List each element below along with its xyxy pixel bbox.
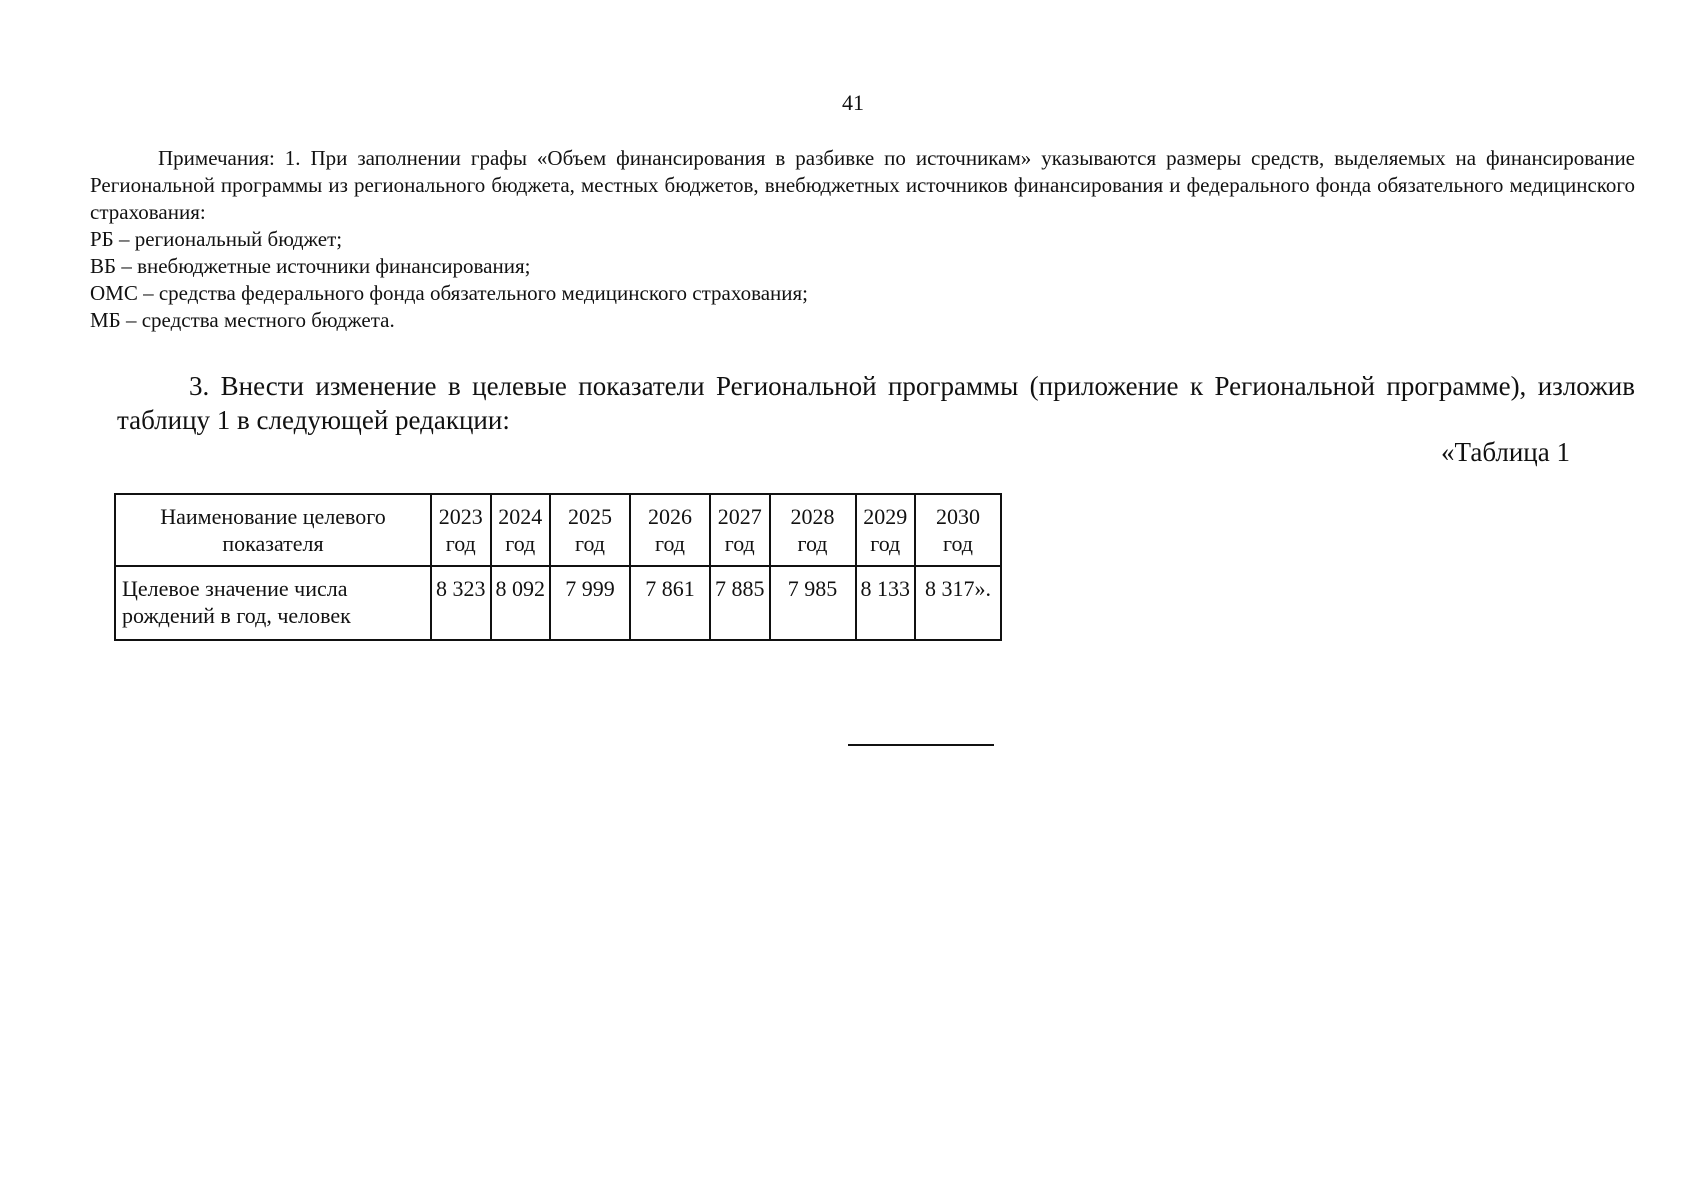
table-row bbox=[115, 566, 1001, 640]
header-year: 2026 bbox=[648, 504, 692, 529]
value-2025: 7 999 bbox=[550, 566, 630, 640]
end-of-document-rule bbox=[848, 744, 994, 746]
point-3-paragraph: 3. Внести изменение в целевые показатели Региональной программы (приложение к Региональной программе), изложив таблицу 1 в следующей редакции: bbox=[117, 371, 1635, 435]
header-year-2030 bbox=[915, 494, 1001, 566]
header-year: 2027 bbox=[717, 504, 762, 529]
header-unit: год bbox=[505, 531, 536, 556]
header-year: 2029 bbox=[863, 504, 908, 529]
note-line-vb: ВБ – внебюджетные источники финансирования; bbox=[90, 254, 531, 278]
notes-section bbox=[90, 145, 1635, 334]
target-indicators-table bbox=[114, 493, 1002, 641]
header-year-2029 bbox=[856, 494, 916, 566]
header-year: 2028 bbox=[790, 504, 835, 529]
header-year-2026 bbox=[630, 494, 710, 566]
header-unit: год bbox=[654, 531, 686, 556]
header-unit: год bbox=[797, 531, 828, 556]
header-unit: год bbox=[942, 531, 974, 556]
value-2029: 8 133 bbox=[856, 566, 916, 640]
header-year-2028 bbox=[770, 494, 856, 566]
header-year-2025 bbox=[550, 494, 630, 566]
page-number: 41 bbox=[842, 90, 864, 115]
notes-paragraph: Примечания: 1. При заполнении графы «Объем финансирования в разбивке по источникам» указываются размеры средств, выделяемых на финансирование Региональной программы из регионального бюджета, местных бюджетов, внебюджетных источников финансирования и федерального фонда обязательного медицинского страхования: bbox=[90, 146, 1635, 224]
header-unit: год bbox=[445, 531, 476, 556]
value-2028: 7 985 bbox=[770, 566, 856, 640]
row-indicator-name: Целевое значение числа рождений в год, человек bbox=[115, 566, 431, 640]
note-line-oms: ОМС – средства федерального фонда обязательного медицинского страхования; bbox=[90, 281, 808, 305]
header-year-2023 bbox=[431, 494, 491, 566]
value-2024: 8 092 bbox=[491, 566, 551, 640]
header-unit: год bbox=[870, 531, 901, 556]
table-header-row bbox=[115, 494, 1001, 566]
value-2027: 7 885 bbox=[710, 566, 770, 640]
header-unit: год bbox=[574, 531, 606, 556]
header-year: 2023 bbox=[438, 504, 483, 529]
header-year: 2030 bbox=[936, 504, 980, 529]
header-year-2024 bbox=[491, 494, 551, 566]
header-year: 2025 bbox=[568, 504, 612, 529]
value-2023: 8 323 bbox=[431, 566, 491, 640]
header-year-2027 bbox=[710, 494, 770, 566]
value-2030: 8 317». bbox=[915, 566, 1001, 640]
header-indicator-name: Наименование целевого показателя bbox=[115, 494, 431, 566]
table-caption: «Таблица 1 bbox=[1441, 437, 1570, 467]
note-line-rb: РБ – региональный бюджет; bbox=[90, 227, 343, 251]
value-2026: 7 861 bbox=[630, 566, 710, 640]
header-year: 2024 bbox=[498, 504, 543, 529]
header-unit: год bbox=[724, 531, 755, 556]
note-line-mb: МБ – средства местного бюджета. bbox=[90, 308, 395, 332]
